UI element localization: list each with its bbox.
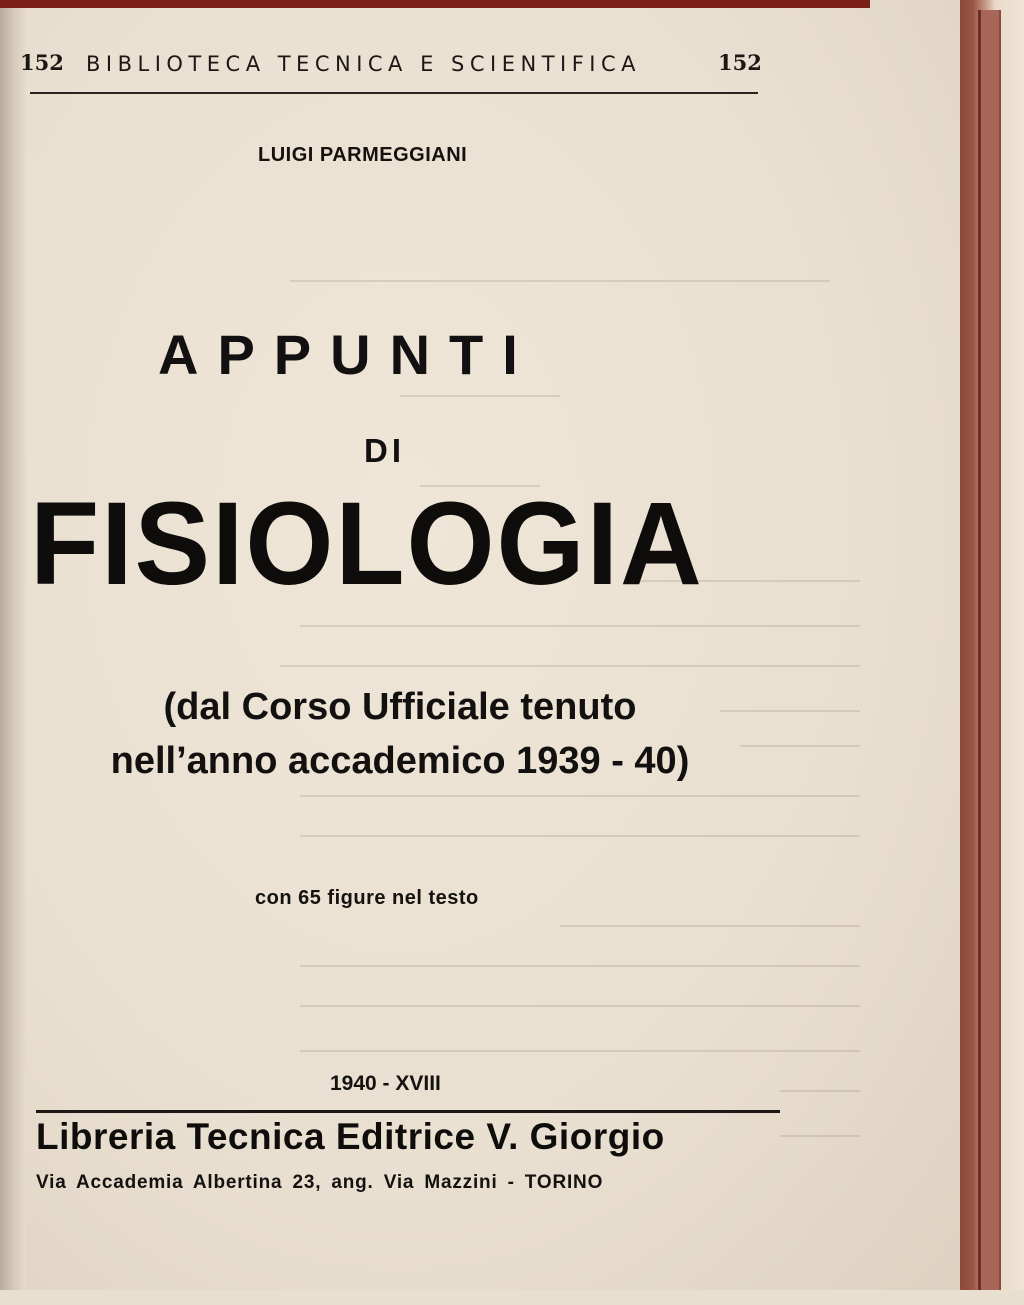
subtitle [50, 680, 750, 788]
author-name: LUIGI PARMEGGIANI [258, 144, 468, 166]
title-line-appunti: APPUNTI [158, 323, 537, 386]
binding-spine [978, 10, 1001, 1295]
title-line-fisiologia: FISIOLOGIA [30, 478, 704, 610]
publication-year: 1940 - XVIII [330, 1072, 441, 1095]
top-red-strip [0, 0, 870, 8]
publisher-rule [36, 1110, 780, 1113]
figures-note: con 65 figure nel testo [255, 887, 479, 909]
subtitle-line-2: nell’anno accademico 1939 - 40) [110, 740, 690, 782]
page-number-left: 152 [20, 50, 64, 75]
series-title: BIBLIOTECA TECNICA E SCIENTIFICA [86, 52, 642, 76]
left-page-edge [0, 0, 26, 1305]
page-number-right: 152 [718, 50, 762, 75]
paper-background [20, 0, 970, 1300]
publisher-address: Via Accademia Albertina 23, ang. Via Mazzini - TORINO [36, 1172, 604, 1193]
publisher-name: Libreria Tecnica Editrice V. Giorgio [36, 1116, 665, 1157]
running-head [20, 50, 760, 80]
header-rule [30, 92, 758, 94]
subtitle-line-1: (dal Corso Ufficiale tenuto [163, 686, 637, 728]
title-line-di: DI [364, 432, 405, 469]
bottom-page-edge [0, 1290, 1024, 1305]
